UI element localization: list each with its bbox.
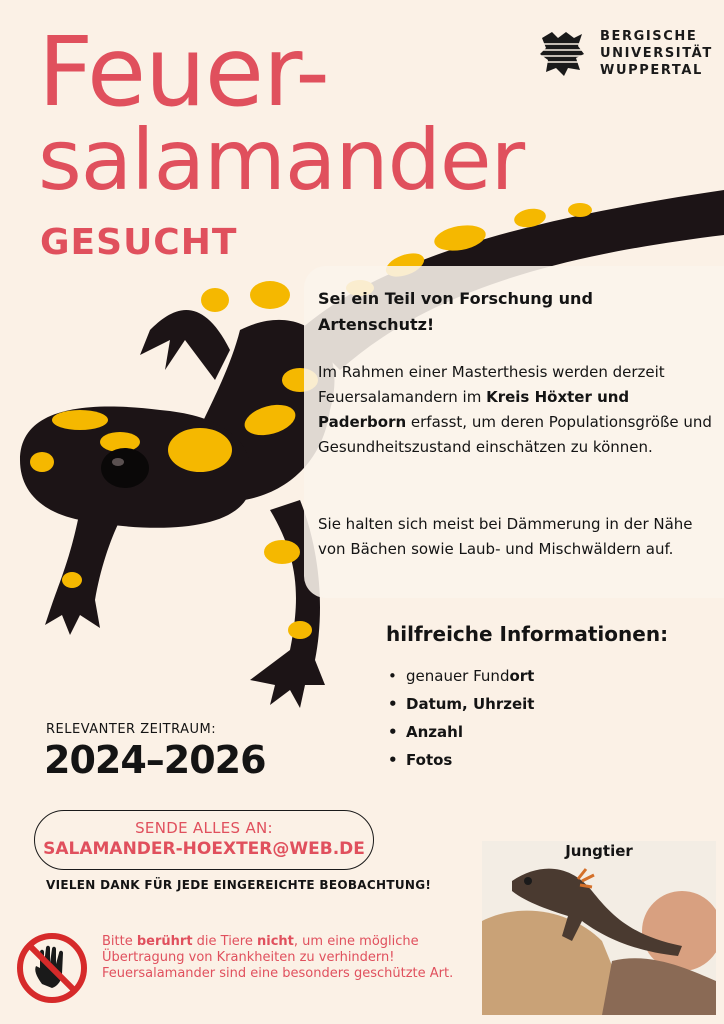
poster-title-line-1: Feuer- [38, 16, 329, 128]
period-value: 2024–2026 [44, 738, 266, 782]
logo-line-3: WUPPERTAL [600, 63, 703, 78]
info-p1-region: Kreis Höxter und Paderborn [318, 388, 630, 431]
poster-title-line-2: salamander [38, 111, 525, 209]
help-item-date: • Datum, Uhrzeit [388, 692, 534, 720]
info-paragraph-2: Sie halten sich meist bei Dämmerung in der Nähe von Bächen sowie Laub- und Mischwäldern auf. [318, 515, 693, 558]
warning-c: die Tiere [192, 934, 257, 949]
help-item-location [388, 664, 534, 692]
contact-email[interactable]: SALAMANDER-HOEXTER@WEB.DE [43, 839, 365, 859]
university-logo-text [600, 28, 713, 79]
period-label: RELEVANTER ZEITRAUM: [46, 722, 217, 737]
help-item-location-b: ort [509, 667, 535, 685]
help-item-photos: • Fotos [388, 748, 534, 776]
warning-d: nicht [257, 934, 294, 949]
warning-text [102, 934, 474, 982]
warning-e: , um eine mögliche Übertragung von Krankheiten zu verhindern! Feuersalamander sind eine besonders geschützte Art. [102, 934, 454, 981]
logo-line-2: UNIVERSITÄT [600, 46, 713, 61]
info-heading: Sei ein Teil von Forschung und Artenschutz! [318, 289, 593, 334]
no-touch-hand-icon [16, 932, 88, 1004]
info-p1-text-a: Im Rahmen einer Masterthesis werden derzeit Feuersalamandern im [318, 363, 665, 406]
warning-a: Bitte [102, 934, 137, 949]
university-lion-icon [536, 28, 588, 80]
contact-box [34, 810, 374, 870]
contact-label: SENDE ALLES AN: [135, 819, 273, 837]
juvenile-label: Jungtier [565, 842, 633, 860]
help-item-count: • Anzahl [388, 720, 534, 748]
thanks-message: VIELEN DANK FÜR JEDE EINGEREICHTE BEOBACHTUNG! [46, 878, 432, 892]
help-item-location-a: genauer Fund [406, 667, 510, 685]
help-title: hilfreiche Informationen: [386, 622, 669, 646]
logo-line-1: BERGISCHE [600, 29, 698, 44]
info-p1-text-c: erfasst, um deren Populationsgröße und Gesundheitszustand einschätzen zu können. [318, 413, 712, 456]
poster-subtitle: GESUCHT [40, 222, 238, 263]
juvenile-salamander-photo [482, 841, 716, 1015]
info-paragraph-1 [318, 360, 714, 460]
warning-b: berührt [136, 934, 193, 949]
help-list [388, 664, 534, 776]
